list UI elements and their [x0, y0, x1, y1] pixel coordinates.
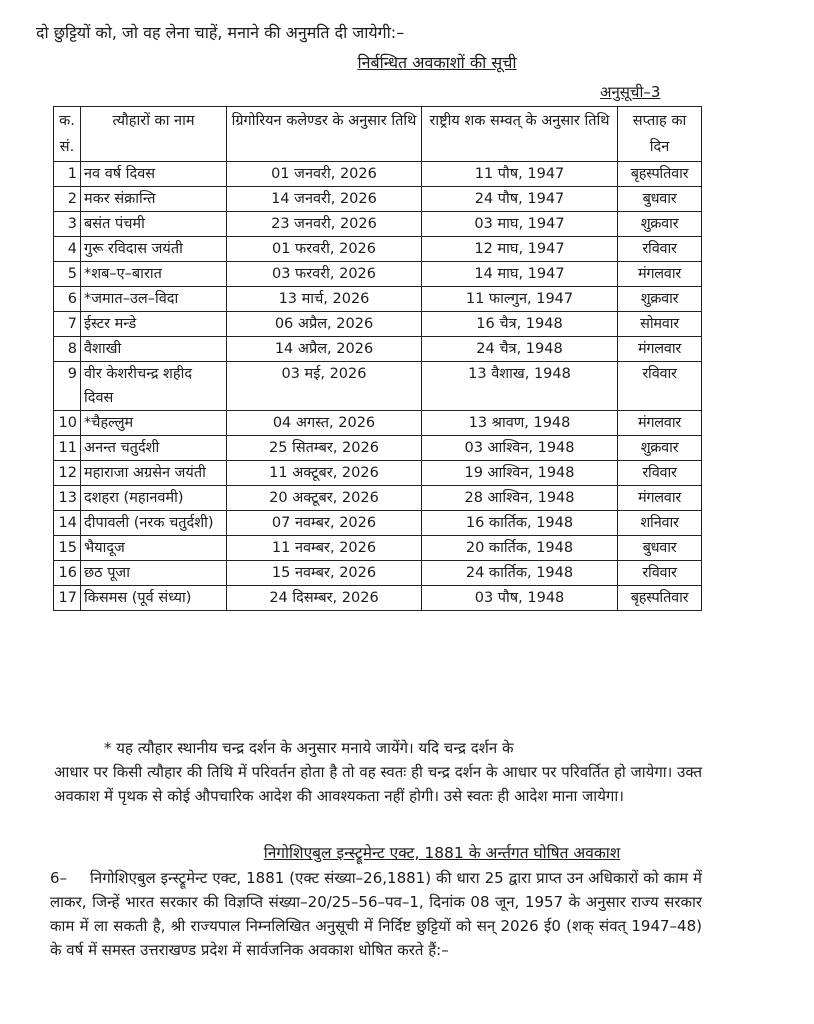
festival-name-cell: नव वर्ष दिवस — [81, 162, 227, 187]
table-row — [54, 486, 702, 511]
gregorian-date-cell: 07 नवम्बर, 2026 — [227, 511, 422, 536]
table-row — [54, 436, 702, 461]
saka-date-cell: 19 आश्विन, 1948 — [422, 461, 618, 486]
paragraph-number: 6– — [50, 869, 68, 887]
saka-date-cell: 28 आश्विन, 1948 — [422, 486, 618, 511]
table-header-row — [54, 107, 702, 162]
table-row — [54, 362, 702, 411]
festival-name-cell: वीर केशरीचन्द्र शहीद दिवस — [81, 362, 227, 411]
gregorian-date-cell: 11 अक्टूबर, 2026 — [227, 461, 422, 486]
serial-number-cell: 4 — [54, 237, 81, 262]
gregorian-date-cell: 13 मार्च, 2026 — [227, 287, 422, 312]
saka-date-cell: 24 चैत्र, 1948 — [422, 337, 618, 362]
serial-number-cell: 1 — [54, 162, 81, 187]
gregorian-date-cell: 23 जनवरी, 2026 — [227, 212, 422, 237]
gregorian-date-cell: 20 अक्टूबर, 2026 — [227, 486, 422, 511]
serial-number-cell: 3 — [54, 212, 81, 237]
weekday-cell: बृहस्पतिवार — [618, 586, 702, 611]
gregorian-date-cell: 25 सितम्बर, 2026 — [227, 436, 422, 461]
serial-number-cell: 11 — [54, 436, 81, 461]
serial-number-cell: 16 — [54, 561, 81, 586]
gregorian-date-cell: 06 अप्रैल, 2026 — [227, 312, 422, 337]
section-title: निगोशिएबुल इन्स्ट्रूमेन्ट एक्ट, 1881 के अर्न्तगत घोषित अवकाश — [263, 844, 621, 862]
weekday-cell: बुधवार — [618, 536, 702, 561]
festival-name-cell: अनन्त चतुर्दशी — [81, 436, 227, 461]
serial-number-cell: 13 — [54, 486, 81, 511]
saka-date-cell: 16 चैत्र, 1948 — [422, 312, 618, 337]
serial-number-cell: 9 — [54, 362, 81, 411]
weekday-cell: रविवार — [618, 237, 702, 262]
gregorian-date-cell: 03 फरवरी, 2026 — [227, 262, 422, 287]
weekday-cell: बृहस्पतिवार — [618, 162, 702, 187]
serial-number-cell: 6 — [54, 287, 81, 312]
saka-date-cell: 03 आश्विन, 1948 — [422, 436, 618, 461]
table-row — [54, 162, 702, 187]
weekday-cell: मंगलवार — [618, 486, 702, 511]
gregorian-date-cell: 01 जनवरी, 2026 — [227, 162, 422, 187]
saka-date-cell: 03 माघ, 1947 — [422, 212, 618, 237]
weekday-cell: मंगलवार — [618, 337, 702, 362]
table-row — [54, 287, 702, 312]
paragraph-text: निगोशिएबुल इन्स्ट्रूमेन्ट एक्ट, 1881 (एक्ट संख्या–26,1881) की धारा 25 द्वारा प्राप्त उन अधिकारों को काम में लाकर, जिन्हें भारत सरकार की विज्ञप्ति संख्या–20/25–56–पव–1, दिनांक 08 जून, 1957 के अनुसार राज्य सरकार काम में ला सकती है, श्री राज्यपाल निम्नलिखित अनुसूची में निर्दिष्ट छुट्टियों को सन् 2026 ई0 (शक् संवत् 1947–48) के वर्ष में समस्त उत्तराखण्ड प्रदेश में सार्वजनिक अवकाश धोषित करते हैं:– — [50, 869, 702, 959]
table-row — [54, 411, 702, 436]
saka-date-cell: 14 माघ, 1947 — [422, 262, 618, 287]
table-row — [54, 461, 702, 486]
festival-name-cell: महाराजा अग्रसेन जयंती — [81, 461, 227, 486]
festival-name-cell: गुरू रविदास जयंती — [81, 237, 227, 262]
weekday-cell: रविवार — [618, 461, 702, 486]
weekday-cell: शनिवार — [618, 511, 702, 536]
table-row — [54, 187, 702, 212]
festival-name-cell: दीपावली (नरक चतुर्दशी) — [81, 511, 227, 536]
saka-date-cell: 03 पौष, 1948 — [422, 586, 618, 611]
gregorian-date-cell: 15 नवम्बर, 2026 — [227, 561, 422, 586]
saka-date-cell: 24 पौष, 1947 — [422, 187, 618, 212]
table-row — [54, 237, 702, 262]
weekday-cell: बुधवार — [618, 187, 702, 212]
restricted-holidays-table — [53, 106, 702, 611]
footnote — [54, 736, 702, 808]
header-weekday: सप्ताह का दिन — [618, 107, 702, 162]
saka-date-cell: 13 श्रावण, 1948 — [422, 411, 618, 436]
gregorian-date-cell: 24 दिसम्बर, 2026 — [227, 586, 422, 611]
saka-date-cell: 11 पौष, 1947 — [422, 162, 618, 187]
weekday-cell: शुक्रवार — [618, 287, 702, 312]
table-row — [54, 262, 702, 287]
weekday-cell: रविवार — [618, 561, 702, 586]
gregorian-date-cell: 04 अगस्त, 2026 — [227, 411, 422, 436]
gregorian-date-cell: 14 अप्रैल, 2026 — [227, 337, 422, 362]
footnote-line1: * यह त्यौहार स्थानीय चन्द्र दर्शन के अनुसार मनाये जायेंगे। यदि चन्द्र दर्शन के — [104, 739, 514, 757]
table-row — [54, 212, 702, 237]
festival-name-cell: छठ पूजा — [81, 561, 227, 586]
weekday-cell: मंगलवार — [618, 411, 702, 436]
weekday-cell: मंगलवार — [618, 262, 702, 287]
saka-date-cell: 20 कार्तिक, 1948 — [422, 536, 618, 561]
table-row — [54, 561, 702, 586]
gregorian-date-cell: 01 फरवरी, 2026 — [227, 237, 422, 262]
intro-text: दो छुट्टियों को, जो वह लेना चाहें, मनाने की अनुमति दी जायेगी:– — [36, 23, 405, 42]
serial-number-cell: 10 — [54, 411, 81, 436]
festival-name-cell: भैयादूज — [81, 536, 227, 561]
serial-number-cell: 12 — [54, 461, 81, 486]
serial-number-cell: 8 — [54, 337, 81, 362]
header-festival-name: त्यौहारों का नाम — [81, 107, 227, 162]
festival-name-cell: किसमस (पूर्व संध्या) — [81, 586, 227, 611]
header-gregorian-date: ग्रिगोरियन कलेण्डर के अनुसार तिथि — [227, 107, 422, 162]
list-title: निर्बन्धित अवकाशों की सूची — [357, 53, 517, 72]
festival-name-cell: *जमात–उल–विदा — [81, 287, 227, 312]
serial-number-cell: 14 — [54, 511, 81, 536]
weekday-cell: सोमवार — [618, 312, 702, 337]
weekday-cell: शुक्रवार — [618, 436, 702, 461]
saka-date-cell: 12 माघ, 1947 — [422, 237, 618, 262]
table-row — [54, 337, 702, 362]
weekday-cell: शुक्रवार — [618, 212, 702, 237]
schedule-label: अनुसूची–3 — [600, 83, 661, 101]
table-row — [54, 511, 702, 536]
festival-name-cell: बसंत पंचमी — [81, 212, 227, 237]
header-saka-date: राष्ट्रीय शक सम्वत् के अनुसार तिथि — [422, 107, 618, 162]
table-row — [54, 586, 702, 611]
gregorian-date-cell: 14 जनवरी, 2026 — [227, 187, 422, 212]
footnote-rest: आधार पर किसी त्यौहार की तिथि में परिवर्तन होता है तो वह स्वतः ही चन्द्र दर्शन के आधार पर परिवर्तित हो जायेगा। उक्त अवकाश में पृथक से कोई औपचारिक आदेश की आवश्यकता नहीं होगी। उसे स्वतः ही आदेश माना जायेगा। — [54, 763, 702, 805]
saka-date-cell: 24 कार्तिक, 1948 — [422, 561, 618, 586]
saka-date-cell: 11 फाल्गुन, 1947 — [422, 287, 618, 312]
festival-name-cell: *शब–ए–बारात — [81, 262, 227, 287]
festival-name-cell: *चैहल्लुम — [81, 411, 227, 436]
weekday-cell: रविवार — [618, 362, 702, 411]
festival-name-cell: मकर संक्रान्ति — [81, 187, 227, 212]
festival-name-cell: दशहरा (महानवमी) — [81, 486, 227, 511]
festival-name-cell: वैशाखी — [81, 337, 227, 362]
gregorian-date-cell: 03 मई, 2026 — [227, 362, 422, 411]
table-row — [54, 312, 702, 337]
serial-number-cell: 2 — [54, 187, 81, 212]
serial-number-cell: 15 — [54, 536, 81, 561]
gregorian-date-cell: 11 नवम्बर, 2026 — [227, 536, 422, 561]
serial-number-cell: 17 — [54, 586, 81, 611]
serial-number-cell: 5 — [54, 262, 81, 287]
serial-number-cell: 7 — [54, 312, 81, 337]
saka-date-cell: 16 कार्तिक, 1948 — [422, 511, 618, 536]
paragraph-6 — [50, 866, 702, 962]
festival-name-cell: ईस्टर मन्डे — [81, 312, 227, 337]
table-row — [54, 536, 702, 561]
header-serial-number: क. सं. — [54, 107, 81, 162]
saka-date-cell: 13 वैशाख, 1948 — [422, 362, 618, 411]
